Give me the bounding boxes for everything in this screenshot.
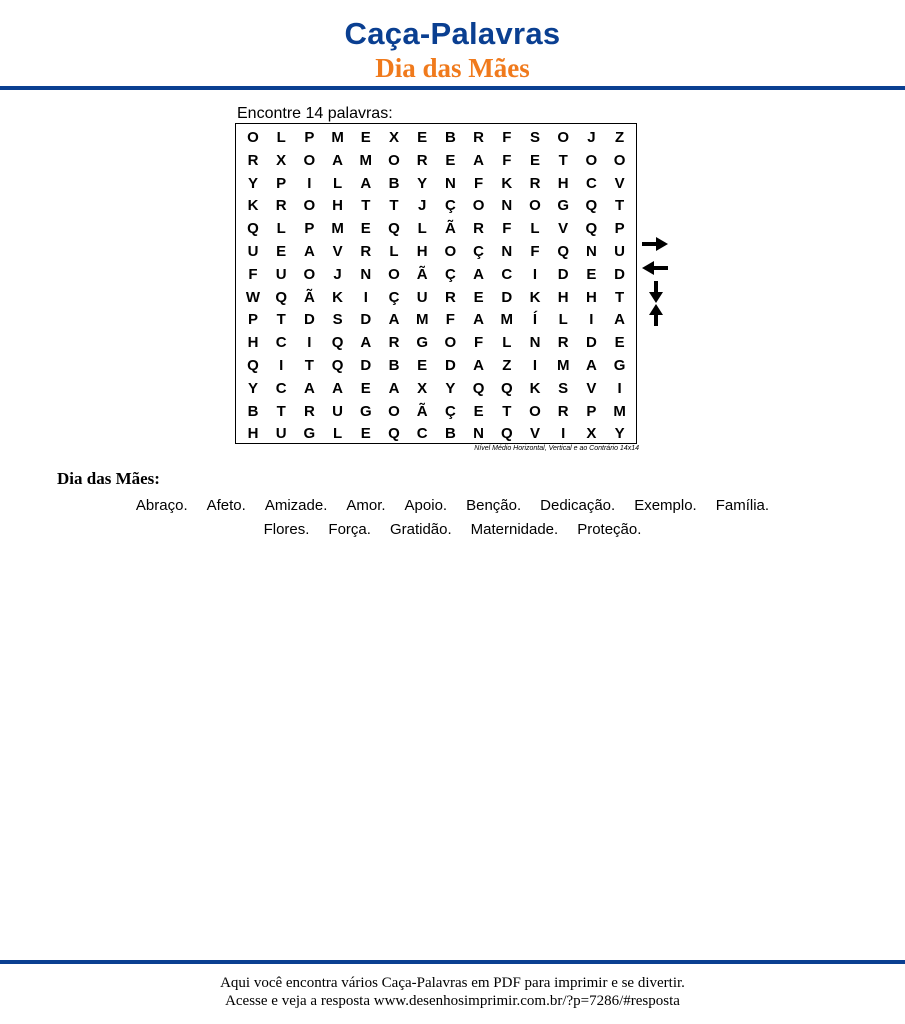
grid-letter: W bbox=[245, 288, 261, 306]
grid-letter: L bbox=[558, 311, 568, 329]
grid-letter: O bbox=[444, 334, 457, 352]
grid-letter: G bbox=[416, 334, 429, 352]
grid-letter: A bbox=[332, 379, 344, 397]
grid-letter: Y bbox=[614, 425, 625, 443]
grid-letter: O bbox=[388, 151, 400, 169]
grid-letter: A bbox=[332, 151, 344, 169]
grid-letter: E bbox=[276, 243, 287, 260]
grid-letter: Ç bbox=[444, 265, 456, 283]
grid-letter: K bbox=[332, 288, 344, 306]
grid-letter: N bbox=[529, 334, 541, 352]
grid-letter: R bbox=[557, 334, 569, 352]
grid-letter: S bbox=[529, 129, 540, 146]
grid-letter: O bbox=[529, 402, 541, 420]
grid-letter: Q bbox=[472, 379, 485, 397]
grid-letter: Ç bbox=[444, 197, 456, 215]
grid-letter: Q bbox=[331, 357, 344, 374]
grid-letter: O bbox=[613, 151, 626, 169]
grid-letter: O bbox=[303, 265, 316, 283]
grid-letter: O bbox=[585, 151, 598, 169]
grid-letter: P bbox=[247, 311, 258, 329]
grid-letter: Q bbox=[500, 379, 513, 397]
grid-letter: I bbox=[307, 174, 312, 192]
grid-letter: A bbox=[388, 311, 400, 329]
page-subtitle: Dia das Mães bbox=[375, 53, 530, 83]
grid-letter: E bbox=[586, 265, 597, 283]
grid-letter: V bbox=[332, 243, 343, 260]
grid-letter: V bbox=[586, 379, 597, 397]
wordlist-item: Afeto. bbox=[206, 497, 246, 514]
grid-row bbox=[236, 286, 636, 309]
grid-letter: C bbox=[275, 334, 287, 352]
grid-row bbox=[236, 400, 636, 423]
grid-letter: C bbox=[416, 425, 428, 443]
grid-letter: D bbox=[360, 311, 372, 329]
grid-letter: U bbox=[614, 243, 626, 260]
grid-letter: Q bbox=[247, 357, 259, 374]
grid-letter: R bbox=[360, 243, 372, 260]
wordlist-item: Gratidão. bbox=[389, 521, 452, 538]
grid-letter: G bbox=[303, 425, 316, 443]
grid-letter: L bbox=[276, 220, 286, 238]
grid-letter: A bbox=[585, 357, 597, 374]
grid-letter: M bbox=[415, 311, 429, 329]
grid-row bbox=[236, 422, 636, 445]
grid-letter: Q bbox=[247, 220, 259, 238]
wordlist-item: Maternidade. bbox=[470, 521, 559, 538]
grid-letter: A bbox=[473, 311, 485, 329]
grid-letter: Y bbox=[247, 174, 258, 192]
grid-letter: A bbox=[388, 379, 400, 397]
grid-letter: M bbox=[613, 402, 626, 420]
grid-row bbox=[236, 263, 636, 286]
puzzle-level-note: Nível Médio Horizontal, Vertical e ao Contrário 14x14 bbox=[474, 445, 639, 452]
grid-letter: E bbox=[360, 379, 371, 397]
grid-letter: M bbox=[556, 357, 570, 374]
grid-letter: T bbox=[389, 197, 399, 215]
grid-letter: V bbox=[558, 220, 569, 238]
grid-letter: G bbox=[613, 357, 626, 374]
grid-letter: E bbox=[614, 334, 625, 352]
grid-letter: C bbox=[585, 174, 597, 192]
grid-letter: E bbox=[360, 425, 371, 443]
bottom-divider bbox=[0, 960, 905, 964]
grid-letter: N bbox=[360, 265, 372, 283]
grid-letter: H bbox=[416, 243, 428, 260]
grid-letter: U bbox=[332, 402, 344, 420]
grid-letter: T bbox=[558, 151, 568, 169]
grid-letter: O bbox=[472, 197, 485, 215]
grid-letter: P bbox=[586, 402, 597, 420]
grid-letter: A bbox=[473, 151, 485, 169]
grid-letter: Q bbox=[388, 220, 400, 238]
grid-letter: Ç bbox=[388, 288, 400, 306]
grid-letter: U bbox=[247, 243, 259, 260]
grid-letter: Í bbox=[532, 311, 538, 329]
grid-letter: Q bbox=[585, 220, 598, 238]
grid-letter: P bbox=[304, 129, 315, 146]
wordlist-item: Proteção. bbox=[577, 521, 642, 538]
grid-letter: E bbox=[473, 288, 484, 306]
grid-row bbox=[236, 126, 636, 149]
grid-letter: F bbox=[502, 220, 512, 238]
grid-letter: F bbox=[248, 265, 258, 283]
grid-letter: T bbox=[276, 311, 286, 329]
grid-letter: Ã bbox=[303, 288, 315, 306]
grid-letter: X bbox=[388, 129, 399, 146]
grid-letter: V bbox=[614, 174, 625, 192]
grid-letter: O bbox=[303, 151, 316, 169]
grid-letter: E bbox=[417, 357, 428, 374]
grid-letter: Ã bbox=[416, 402, 428, 420]
wordlist-item: Exemplo. bbox=[634, 497, 697, 514]
grid-letter: R bbox=[247, 151, 259, 169]
grid-letter: Ç bbox=[444, 402, 456, 420]
grid-letter: O bbox=[303, 197, 316, 215]
grid-letter: R bbox=[416, 151, 428, 169]
grid-letter: N bbox=[585, 243, 597, 260]
grid-letter: Q bbox=[388, 425, 400, 443]
grid-letter: S bbox=[558, 379, 569, 397]
grid-letter: X bbox=[586, 425, 597, 443]
grid-letter: A bbox=[303, 379, 315, 397]
grid-letter: T bbox=[615, 197, 625, 215]
grid-letter: I bbox=[617, 379, 622, 397]
grid-letter: Y bbox=[417, 174, 428, 192]
grid-letter: R bbox=[529, 174, 541, 192]
grid-letter: I bbox=[307, 334, 312, 352]
grid-row bbox=[236, 240, 636, 263]
grid-letter: R bbox=[557, 402, 569, 420]
grid-letter: L bbox=[333, 174, 343, 192]
grid-letter: A bbox=[303, 243, 315, 260]
grid-letter: N bbox=[444, 174, 456, 192]
grid-row bbox=[236, 217, 636, 240]
grid-letter: B bbox=[388, 357, 400, 374]
grid-letter: R bbox=[473, 129, 485, 146]
grid-letter: Y bbox=[247, 379, 258, 397]
grid-letter: D bbox=[614, 265, 626, 283]
grid-letter: A bbox=[360, 174, 372, 192]
grid-letter: J bbox=[587, 129, 596, 146]
grid-letter: F bbox=[530, 243, 540, 260]
grid-letter: R bbox=[388, 334, 400, 352]
footer-line-1: Aqui você encontra vários Caça-Palavras em PDF para imprimir e se divertir. bbox=[220, 975, 685, 991]
grid-letter: A bbox=[473, 357, 485, 374]
wordlist-item: Flores. bbox=[263, 521, 310, 538]
grid-letter: F bbox=[474, 174, 484, 192]
wordlist-item: Amor. bbox=[346, 497, 386, 514]
grid-letter: M bbox=[331, 129, 344, 146]
grid-letter: M bbox=[359, 151, 373, 169]
grid-letter: A bbox=[614, 311, 626, 329]
grid-letter: D bbox=[585, 334, 597, 352]
grid-letter: Z bbox=[615, 129, 625, 146]
grid-letter: L bbox=[530, 220, 540, 238]
grid-row bbox=[236, 194, 636, 217]
grid-letter: O bbox=[247, 129, 259, 146]
wordlist-item: Benção. bbox=[466, 497, 522, 514]
grid-letter: T bbox=[615, 288, 625, 306]
grid-letter: O bbox=[529, 197, 541, 215]
grid-letter: L bbox=[276, 129, 286, 146]
grid-letter: B bbox=[247, 402, 259, 420]
wordlist-line-2 bbox=[0, 521, 905, 538]
grid-letter: H bbox=[247, 425, 259, 443]
grid-letter: C bbox=[275, 379, 287, 397]
grid-letter: Z bbox=[502, 357, 512, 374]
grid-letter: H bbox=[585, 288, 597, 306]
grid-letter: S bbox=[332, 311, 343, 329]
grid-letter: F bbox=[502, 129, 512, 146]
grid-letter: Ã bbox=[444, 220, 456, 238]
top-divider bbox=[0, 86, 905, 90]
grid-letter: U bbox=[275, 265, 287, 283]
wordlist-item: Força. bbox=[328, 521, 371, 538]
grid-letter: K bbox=[501, 174, 513, 192]
grid-letter: E bbox=[529, 151, 540, 169]
grid-letter: Q bbox=[275, 288, 288, 306]
grid-letter: F bbox=[474, 334, 484, 352]
grid-letter: N bbox=[501, 243, 513, 260]
grid-row bbox=[236, 331, 636, 354]
grid-row bbox=[236, 172, 636, 195]
grid-letter: E bbox=[360, 129, 371, 146]
grid-letter: D bbox=[360, 357, 372, 374]
grid-letter: I bbox=[532, 357, 538, 374]
grid-letter: F bbox=[502, 151, 512, 169]
grid-letter: Y bbox=[445, 379, 456, 397]
grid-letter: Q bbox=[331, 334, 344, 352]
grid-letter: B bbox=[388, 174, 400, 192]
grid-letter: R bbox=[444, 288, 456, 306]
grid-letter: H bbox=[247, 334, 259, 352]
grid-letter: Q bbox=[585, 197, 598, 215]
grid-letter: E bbox=[473, 402, 484, 420]
grid-letter: Ã bbox=[416, 265, 428, 283]
grid-row bbox=[236, 308, 636, 331]
arrow-down-icon bbox=[649, 281, 663, 303]
grid-letter: R bbox=[473, 220, 485, 238]
grid-row bbox=[236, 377, 636, 400]
grid-row bbox=[236, 354, 636, 377]
grid-letter: T bbox=[361, 197, 371, 215]
page-title: Caça-Palavras bbox=[344, 16, 561, 51]
grid-letter: L bbox=[502, 334, 512, 352]
grid-letter: U bbox=[275, 425, 287, 443]
grid-letter: N bbox=[501, 197, 513, 215]
grid-letter: V bbox=[529, 425, 540, 443]
grid-letter: E bbox=[360, 220, 371, 238]
grid-letter: K bbox=[529, 288, 541, 306]
grid-letter: Ç bbox=[473, 243, 485, 260]
arrow-right-icon bbox=[642, 237, 668, 251]
grid-letter: Q bbox=[500, 425, 513, 443]
grid-letter: I bbox=[561, 425, 566, 443]
grid-letter: X bbox=[276, 151, 287, 169]
grid-letter: I bbox=[589, 311, 594, 329]
grid-letter: I bbox=[532, 265, 538, 283]
grid-letter: E bbox=[417, 129, 428, 146]
wordlist-line-1 bbox=[0, 497, 905, 514]
arrow-left-icon bbox=[642, 261, 668, 275]
grid-letter: U bbox=[416, 288, 428, 306]
grid-row bbox=[236, 149, 636, 172]
grid-letter: G bbox=[557, 197, 570, 215]
grid-letter: A bbox=[473, 265, 485, 283]
grid-letter: G bbox=[359, 402, 372, 420]
grid-letter: B bbox=[444, 425, 456, 443]
grid-letter: H bbox=[557, 174, 569, 192]
grid-letter: K bbox=[529, 379, 541, 397]
grid-letter: D bbox=[557, 265, 569, 283]
grid-letter: D bbox=[501, 288, 513, 306]
grid-letter: H bbox=[557, 288, 569, 306]
footer-line-2: Acesse e veja a resposta www.desenhosimprimir.com.br/?p=7286/#resposta bbox=[225, 993, 680, 1009]
grid-letter: T bbox=[276, 402, 286, 420]
grid-letter: O bbox=[388, 402, 400, 420]
wordlist-title: Dia das Mães: bbox=[57, 469, 160, 488]
grid-letter: M bbox=[331, 220, 344, 238]
grid-letter: D bbox=[444, 357, 456, 374]
grid-letter: C bbox=[501, 265, 513, 283]
grid-letter: P bbox=[614, 220, 625, 238]
grid-letter: A bbox=[360, 334, 372, 352]
puzzle-instruction: Encontre 14 palavras: bbox=[237, 105, 393, 122]
grid-letter: T bbox=[502, 402, 512, 420]
grid-letter: T bbox=[304, 357, 314, 374]
grid-letter: Q bbox=[557, 243, 570, 260]
grid-letter: L bbox=[333, 425, 343, 443]
arrow-up-icon bbox=[649, 304, 663, 326]
grid-letter: R bbox=[303, 402, 315, 420]
wordlist-item: Apoio. bbox=[404, 497, 448, 514]
grid-letter: O bbox=[444, 243, 457, 260]
wordlist-item: Abraço. bbox=[135, 497, 188, 514]
grid-letter: I bbox=[363, 288, 368, 306]
grid-letter: X bbox=[417, 379, 428, 397]
wordlist-item: Família. bbox=[715, 497, 770, 514]
grid-letter: J bbox=[418, 197, 427, 215]
grid-letter: P bbox=[276, 174, 287, 192]
grid-letter: J bbox=[333, 265, 342, 283]
grid-letter: R bbox=[275, 197, 287, 215]
grid-letter: D bbox=[303, 311, 315, 329]
grid-letter: M bbox=[500, 311, 514, 329]
grid-letter: H bbox=[332, 197, 344, 215]
grid-letter: B bbox=[444, 129, 456, 146]
grid-letter: N bbox=[473, 425, 485, 443]
grid-letter: O bbox=[557, 129, 570, 146]
grid-letter: O bbox=[388, 265, 400, 283]
grid-letter: L bbox=[417, 220, 427, 238]
grid-letter: K bbox=[247, 197, 259, 215]
grid-letter: F bbox=[445, 311, 455, 329]
word-search-grid bbox=[235, 123, 637, 444]
grid-letter: P bbox=[304, 220, 315, 238]
wordlist-item: Dedicação. bbox=[540, 497, 616, 514]
grid-letter: I bbox=[279, 357, 284, 374]
grid-letter: L bbox=[389, 243, 399, 260]
wordlist-item: Amizade. bbox=[264, 497, 328, 514]
grid-letter: E bbox=[445, 151, 456, 169]
